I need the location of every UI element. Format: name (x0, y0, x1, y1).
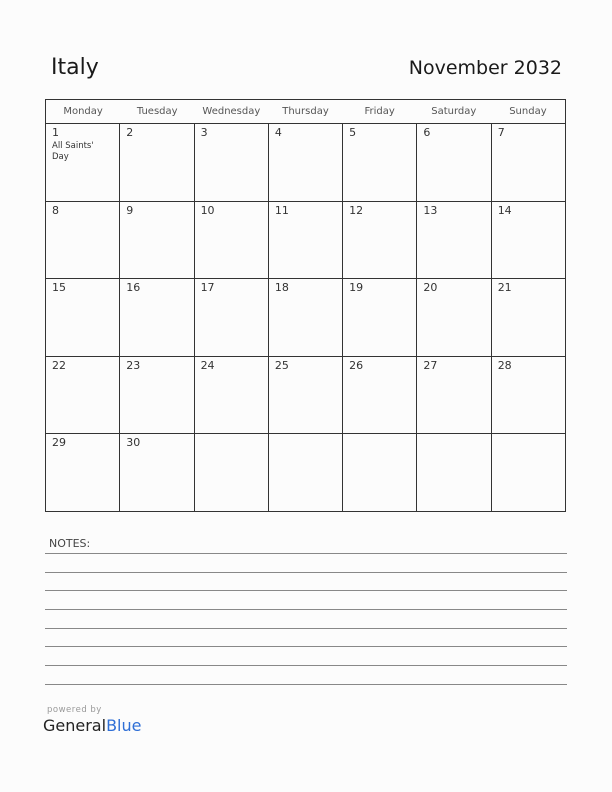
day-number: 5 (349, 126, 357, 139)
day-cell (46, 357, 120, 434)
day-cell (195, 434, 269, 511)
day-number: 26 (349, 358, 364, 372)
weekday-header-row (46, 100, 565, 124)
day-number: 28 (497, 358, 512, 372)
week-row (46, 357, 565, 435)
day-number: 24 (200, 358, 215, 372)
day-number: 20 (423, 281, 438, 295)
day-cell (269, 202, 343, 279)
day-cell (492, 434, 565, 511)
country-title: Italy (51, 55, 99, 80)
weekday-header: Monday (63, 106, 103, 117)
day-cell (120, 279, 194, 356)
day-number: 7 (497, 126, 505, 139)
notes-label: NOTES: (49, 537, 91, 550)
day-number: 11 (274, 203, 289, 217)
day-cell (343, 434, 417, 511)
day-cell (492, 202, 565, 279)
day-cell (269, 124, 343, 201)
day-number: 10 (200, 203, 215, 217)
day-cell (195, 124, 269, 201)
day-number: 15 (52, 281, 66, 295)
day-number: 13 (423, 203, 438, 217)
day-cell (343, 357, 417, 434)
day-cell (46, 434, 120, 511)
month-year-title: November 2032 (408, 57, 562, 79)
day-cell (120, 202, 194, 279)
day-cell (492, 279, 565, 356)
day-number: 27 (423, 358, 438, 372)
day-number: 19 (349, 281, 364, 295)
day-cell (120, 124, 194, 201)
day-number: 22 (52, 358, 66, 372)
calendar-grid (45, 99, 566, 512)
brand-logo (43, 716, 141, 735)
day-cell (417, 357, 491, 434)
weeks-container (46, 124, 565, 511)
note-line (45, 553, 567, 554)
holiday-label: All Saints' Day (52, 141, 94, 162)
day-cell (417, 124, 491, 201)
day-cell (120, 434, 194, 511)
day-cell (120, 357, 194, 434)
day-cell (492, 124, 565, 201)
powered-by-text: powered by (47, 705, 102, 715)
note-line (45, 628, 567, 629)
day-cell (417, 279, 491, 356)
day-number: 16 (126, 281, 141, 295)
week-row (46, 202, 565, 280)
day-number: 3 (200, 126, 208, 139)
day-cell (417, 202, 491, 279)
day-cell (46, 202, 120, 279)
weekday-header: Sunday (509, 106, 547, 117)
day-number: 30 (126, 436, 141, 450)
day-number: 14 (497, 203, 512, 217)
day-cell (417, 434, 491, 511)
day-number: 18 (274, 281, 289, 295)
day-cell (195, 202, 269, 279)
brand-blue: Blue (106, 716, 142, 735)
day-cell (195, 357, 269, 434)
weekday-header: Wednesday (202, 106, 261, 117)
day-cell (343, 124, 417, 201)
weekday-header: Thursday (282, 106, 329, 117)
day-number: 12 (349, 203, 364, 217)
day-number: 4 (274, 126, 282, 139)
note-line (45, 609, 567, 610)
day-cell (269, 357, 343, 434)
note-line (45, 684, 567, 685)
day-number: 6 (423, 126, 431, 139)
day-number: 21 (497, 281, 512, 295)
day-cell (46, 279, 120, 356)
week-row (46, 279, 565, 357)
week-row (46, 124, 565, 202)
day-cell (492, 357, 565, 434)
day-number: 29 (52, 436, 66, 450)
day-cell (269, 434, 343, 511)
day-cell (195, 279, 269, 356)
week-row (46, 434, 565, 511)
day-cell (46, 124, 120, 201)
day-number: 2 (126, 126, 134, 139)
note-line (45, 665, 567, 666)
weekday-header: Saturday (431, 106, 477, 117)
note-line (45, 572, 567, 573)
day-number: 23 (126, 358, 141, 372)
day-number: 1 (52, 126, 59, 139)
brand-general: General (43, 716, 107, 735)
weekday-header: Tuesday (136, 106, 178, 117)
day-number: 9 (126, 203, 134, 217)
day-number: 25 (274, 358, 289, 372)
weekday-header: Friday (364, 106, 395, 117)
note-line (45, 590, 567, 591)
note-line (45, 646, 567, 647)
day-cell (343, 279, 417, 356)
day-number: 8 (52, 203, 59, 217)
day-cell (343, 202, 417, 279)
day-number: 17 (200, 281, 215, 295)
day-cell (269, 279, 343, 356)
